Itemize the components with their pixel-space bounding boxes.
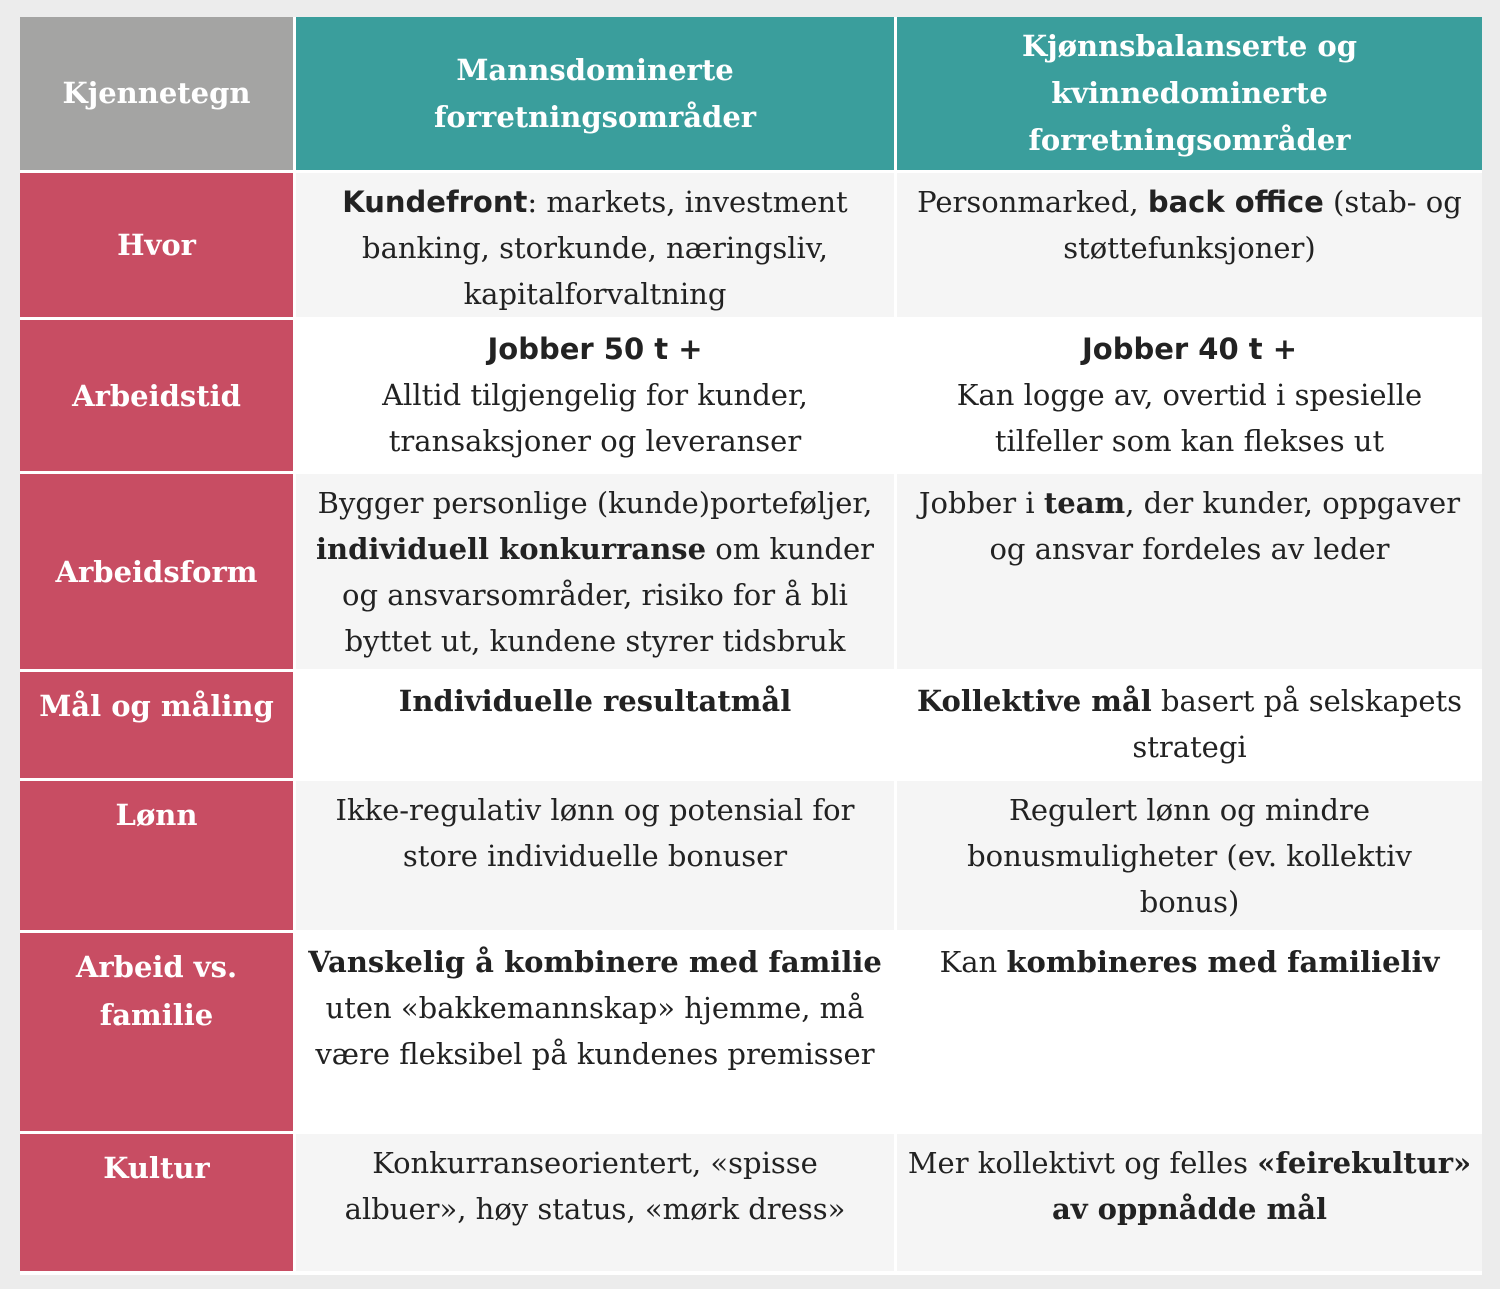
row-label-text: Arbeidstid <box>72 378 241 413</box>
body-text: Ikke-regulativ lønn og potensial for store individuelle bonuser <box>335 793 855 873</box>
cell-hvor-female <box>897 173 1482 317</box>
header-female-balanced-label: Kjønnsbalanserte og kvinnedominerte forretningsområder <box>1021 29 1358 157</box>
row-label-arbeid-vs-familie <box>20 933 293 1131</box>
header-male-dominated <box>296 17 894 170</box>
comparison-table <box>20 17 1482 1275</box>
row-label-text: Arbeid vs. familie <box>75 950 238 1032</box>
emphasis-text: Kollektive mål <box>916 684 1152 718</box>
row-label-loenn <box>20 781 293 930</box>
cell-familie-female <box>897 933 1482 1131</box>
body-text: uten «bakkemannskap» hjemme, må være fleksibel på kundenes premisser <box>315 991 875 1071</box>
row-label-arbeidstid <box>20 320 293 471</box>
emphasis-text: team <box>1043 486 1126 520</box>
cell-kultur-male <box>296 1134 894 1271</box>
row-label-text: Arbeidsform <box>55 554 258 589</box>
cell-kultur-female <box>897 1134 1482 1271</box>
row-label-hvor <box>20 173 293 317</box>
body-text: Personmarked, <box>917 185 1148 219</box>
row-label-text: Lønn <box>115 798 198 832</box>
cell-maal-female <box>897 672 1482 778</box>
cell-arbeidsform-female <box>897 474 1482 669</box>
body-text: Jobber i <box>918 486 1044 520</box>
row-label-text: Kultur <box>103 1151 210 1185</box>
cell-arbeidstid-male <box>296 320 894 471</box>
emphasis-text: «feirekultur» av oppnådde mål <box>1051 1146 1472 1226</box>
body-text: Bygger personlige (kunde)porteføljer, <box>317 486 873 520</box>
body-text: : markets, investment banking, storkunde, næringsliv, kapitalforvaltning <box>362 185 848 311</box>
body-text: Alltid tilgjengelig for kunder, transaksjoner og leveranser <box>382 378 808 458</box>
body-text: , der kunder, oppgaver og ansvar fordeles av leder <box>989 486 1461 566</box>
body-text: Konkurranseorientert, «spisse albuer», høy status, «mørk dress» <box>344 1146 846 1226</box>
emphasis-text: Kundefront <box>342 185 528 219</box>
emphasis-text: Individuelle resultatmål <box>398 684 792 718</box>
row-label-arbeidsform <box>20 474 293 669</box>
body-text: Kan logge av, overtid i spesielle tilfeller som kan flekses ut <box>956 378 1423 458</box>
row-label-text: Hvor <box>117 228 196 262</box>
row-label-kultur <box>20 1134 293 1271</box>
body-text: basert på selskapets strategi <box>1132 684 1463 764</box>
emphasis-text: kombineres med familieliv <box>1006 945 1440 979</box>
emphasis-text: back office <box>1147 185 1324 219</box>
cell-familie-male <box>296 933 894 1131</box>
emphasis-text: individuell konkurranse <box>315 532 707 566</box>
body-text: Mer kollektivt og felles <box>907 1146 1258 1180</box>
header-kjennetegn <box>20 17 293 170</box>
header-kjennetegn-label: Kjennetegn <box>62 76 251 110</box>
body-text: om kunder og ansvarsområder, risiko for å bli byttet ut, kundene styrer tidsbruk <box>342 532 875 658</box>
cell-hvor-male <box>296 173 894 317</box>
header-male-dominated-label: Mannsdominerte forretningsområder <box>433 52 757 134</box>
cell-arbeidstid-female <box>897 320 1482 471</box>
row-label-maal-og-maaling <box>20 672 293 778</box>
cell-loenn-female <box>897 781 1482 930</box>
emphasis-text: Jobber 40 t + <box>1081 332 1297 366</box>
emphasis-text: Vanskelig å kombinere med familie <box>308 945 882 979</box>
cell-loenn-male <box>296 781 894 930</box>
emphasis-text: Jobber 50 t + <box>487 332 703 366</box>
row-label-text: Mål og måling <box>39 689 274 723</box>
body-text: Kan <box>939 945 1007 979</box>
body-text: Regulert lønn og mindre bonusmuligheter (ev. kollektiv bonus) <box>967 793 1412 919</box>
cell-maal-male <box>296 672 894 778</box>
cell-arbeidsform-male <box>296 474 894 669</box>
body-text: (stab- og støttefunksjoner) <box>1063 185 1462 265</box>
header-female-balanced <box>897 17 1482 170</box>
